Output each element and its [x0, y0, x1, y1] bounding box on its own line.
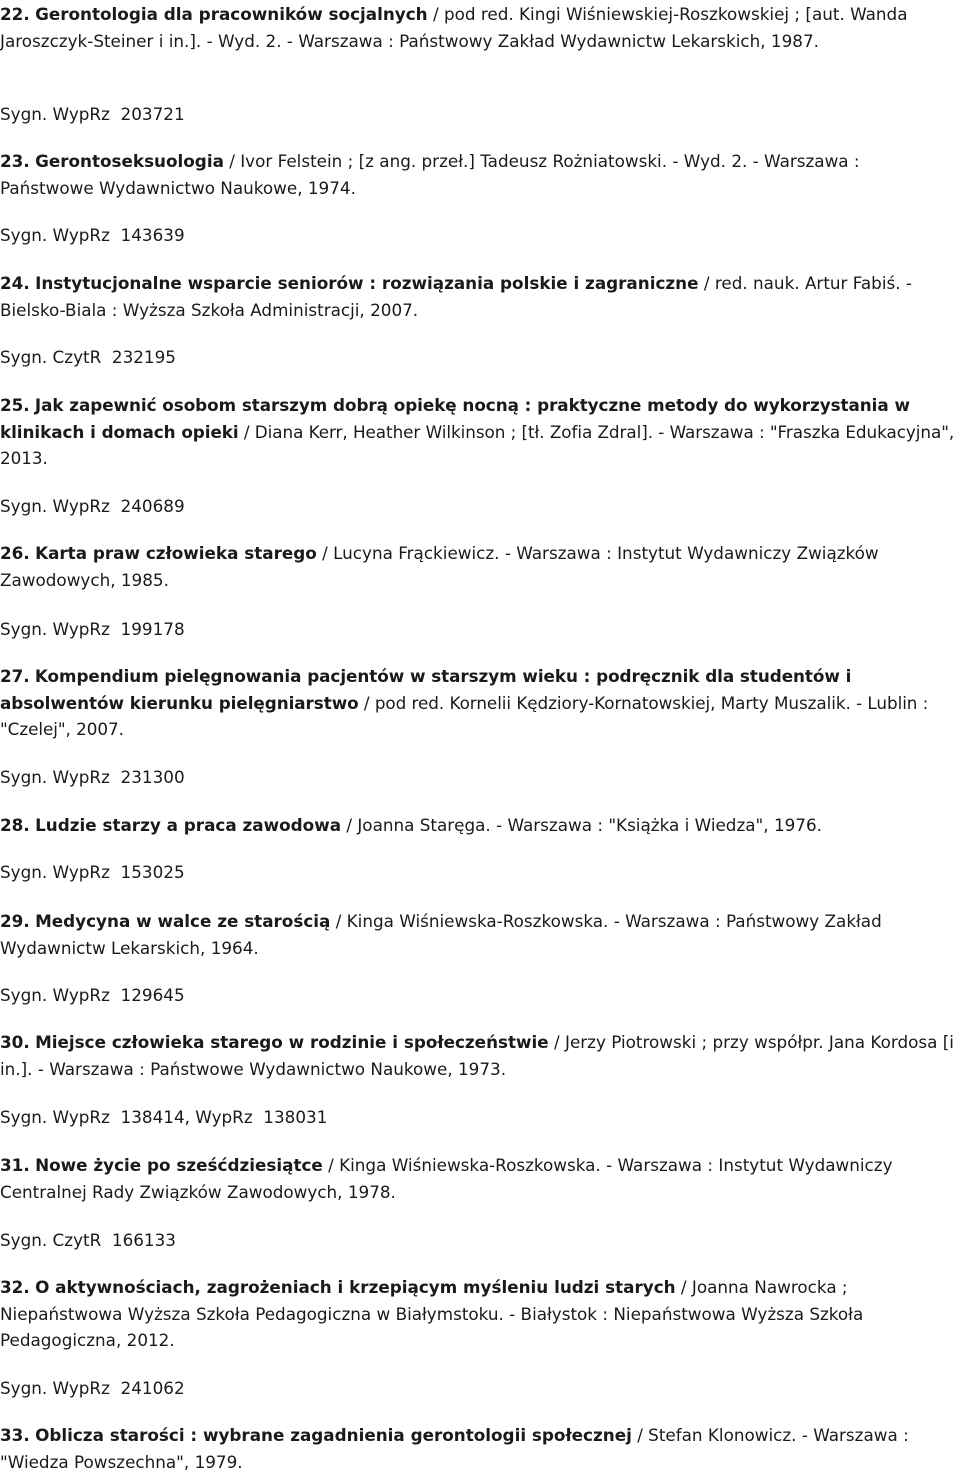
entry-details: / Ivor Felstein ; [z ang. przeł.] Tadeusz Rożniatowski. - Wyd. 2. - Warszawa : Państwowe Wydawnictwo Naukowe, 1974. [0, 151, 860, 198]
call-number: Sygn. WypRz 241062 [0, 1378, 185, 1398]
entry-title: Jak zapewnić osobom starszym dobrą opiekę nocną : praktyczne metody do wykorzystania w klinikach i domach opieki [0, 395, 910, 442]
entry-title: Miejsce człowieka starego w rodzinie i społeczeństwie [35, 1032, 549, 1052]
call-number: Sygn. CzytR 232195 [0, 347, 176, 367]
entry-number: 33. [0, 1425, 30, 1445]
call-number: Sygn. WypRz 129645 [0, 985, 185, 1005]
entry-details: / Diana Kerr, Heather Wilkinson ; [tł. Zofia Zdral]. - Warszawa : "Fraszka Edukacyjna", 2013. [0, 421, 955, 468]
entry-24 [0, 270, 958, 323]
entry-number: 29. [0, 911, 30, 931]
call-number: Sygn. WypRz 240689 [0, 496, 185, 516]
entry-details: / Joanna Nawrocka ; Niepaństwowa Wyższa Szkoła Pedagogiczna w Białymstoku. - Białystok : Niepaństwowa Wyższa Szkoła Pedagogiczna, 2012. [0, 1277, 864, 1350]
entry-25 [0, 392, 958, 472]
entry-22 [0, 1, 958, 54]
entry-number: 28. [0, 815, 30, 835]
call-number: Sygn. WypRz 231300 [0, 767, 185, 787]
call-number: Sygn. WypRz 203721 [0, 104, 185, 124]
entry-title: Ludzie starzy a praca zawodowa [35, 815, 342, 835]
entry-title: Gerontoseksuologia [35, 151, 224, 171]
entry-number: 26. [0, 543, 30, 563]
call-number: Sygn. WypRz 143639 [0, 225, 185, 245]
entry-number: 32. [0, 1277, 30, 1297]
call-number: Sygn. WypRz 138414, WypRz 138031 [0, 1107, 328, 1127]
entry-details: / red. nauk. Artur Fabiś. - Bielsko-Biala : Wyższa Szkoła Administracji, 2007. [0, 273, 912, 320]
entry-title: O aktywnościach, zagrożeniach i krzepiącym myśleniu ludzi starych [35, 1277, 676, 1297]
entry-title: Nowe życie po sześćdziesiątce [35, 1155, 323, 1175]
entry-number: 22. [0, 4, 30, 24]
entry-number: 24. [0, 273, 30, 293]
call-number: Sygn. WypRz 199178 [0, 619, 185, 639]
entry-number: 25. [0, 395, 30, 415]
entry-32 [0, 1274, 958, 1354]
entry-details: / Joanna Staręga. - Warszawa : "Książka i Wiedza", 1976. [341, 815, 822, 835]
entry-details: / Kinga Wiśniewska-Roszkowska. - Warszawa : Państwowy Zakład Wydawnictw Lekarskich, 1964. [0, 911, 882, 958]
entry-details: / Kinga Wiśniewska-Roszkowska. - Warszawa : Instytut Wydawniczy Centralnej Rady Związków Zawodowych, 1978. [0, 1155, 893, 1202]
entry-title: Medycyna w walce ze starością [35, 911, 331, 931]
entry-28 [0, 812, 958, 839]
entry-details: / Jerzy Piotrowski ; przy współpr. Jana Kordosa [i in.]. - Warszawa : Państwowe Wydawnictwo Naukowe, 1973. [0, 1032, 954, 1079]
entry-title: Kompendium pielęgnowania pacjentów w starszym wieku : podręcznik dla studentów i absolwentów kierunku pielęgniarstwo [0, 666, 852, 713]
entry-27 [0, 663, 958, 743]
entry-number: 30. [0, 1032, 30, 1052]
entry-30 [0, 1029, 958, 1082]
entry-31 [0, 1152, 958, 1205]
entry-details: / pod red. Kingi Wiśniewskiej-Roszkowskiej ; [aut. Wanda Jaroszczyk-Steiner i in.]. - Wyd. 2. - Warszawa : Państwowy Zakład Wydawnictw Lekarskich, 1987. [0, 4, 908, 51]
entry-29 [0, 908, 958, 961]
entry-33 [0, 1422, 958, 1475]
entry-title: Instytucjonalne wsparcie seniorów : rozwiązania polskie i zagraniczne [35, 273, 699, 293]
entry-title: Gerontologia dla pracowników socjalnych [35, 4, 428, 24]
entry-23 [0, 148, 958, 201]
entry-details: / Stefan Klonowicz. - Warszawa : "Wiedza Powszechna", 1979. [0, 1425, 909, 1472]
entry-title: Karta praw człowieka starego [35, 543, 317, 563]
entry-number: 23. [0, 151, 30, 171]
entry-title: Oblicza starości : wybrane zagadnienia gerontologii społecznej [35, 1425, 632, 1445]
call-number: Sygn. CzytR 166133 [0, 1230, 176, 1250]
call-number: Sygn. WypRz 153025 [0, 862, 185, 882]
entry-26 [0, 540, 958, 593]
entry-details: / pod red. Kornelii Kędziory-Kornatowskiej, Marty Muszalik. - Lublin : "Czelej", 2007. [0, 692, 929, 739]
entry-number: 27. [0, 666, 30, 686]
entry-details: / Lucyna Frąckiewicz. - Warszawa : Instytut Wydawniczy Związków Zawodowych, 1985. [0, 543, 879, 590]
entry-number: 31. [0, 1155, 30, 1175]
